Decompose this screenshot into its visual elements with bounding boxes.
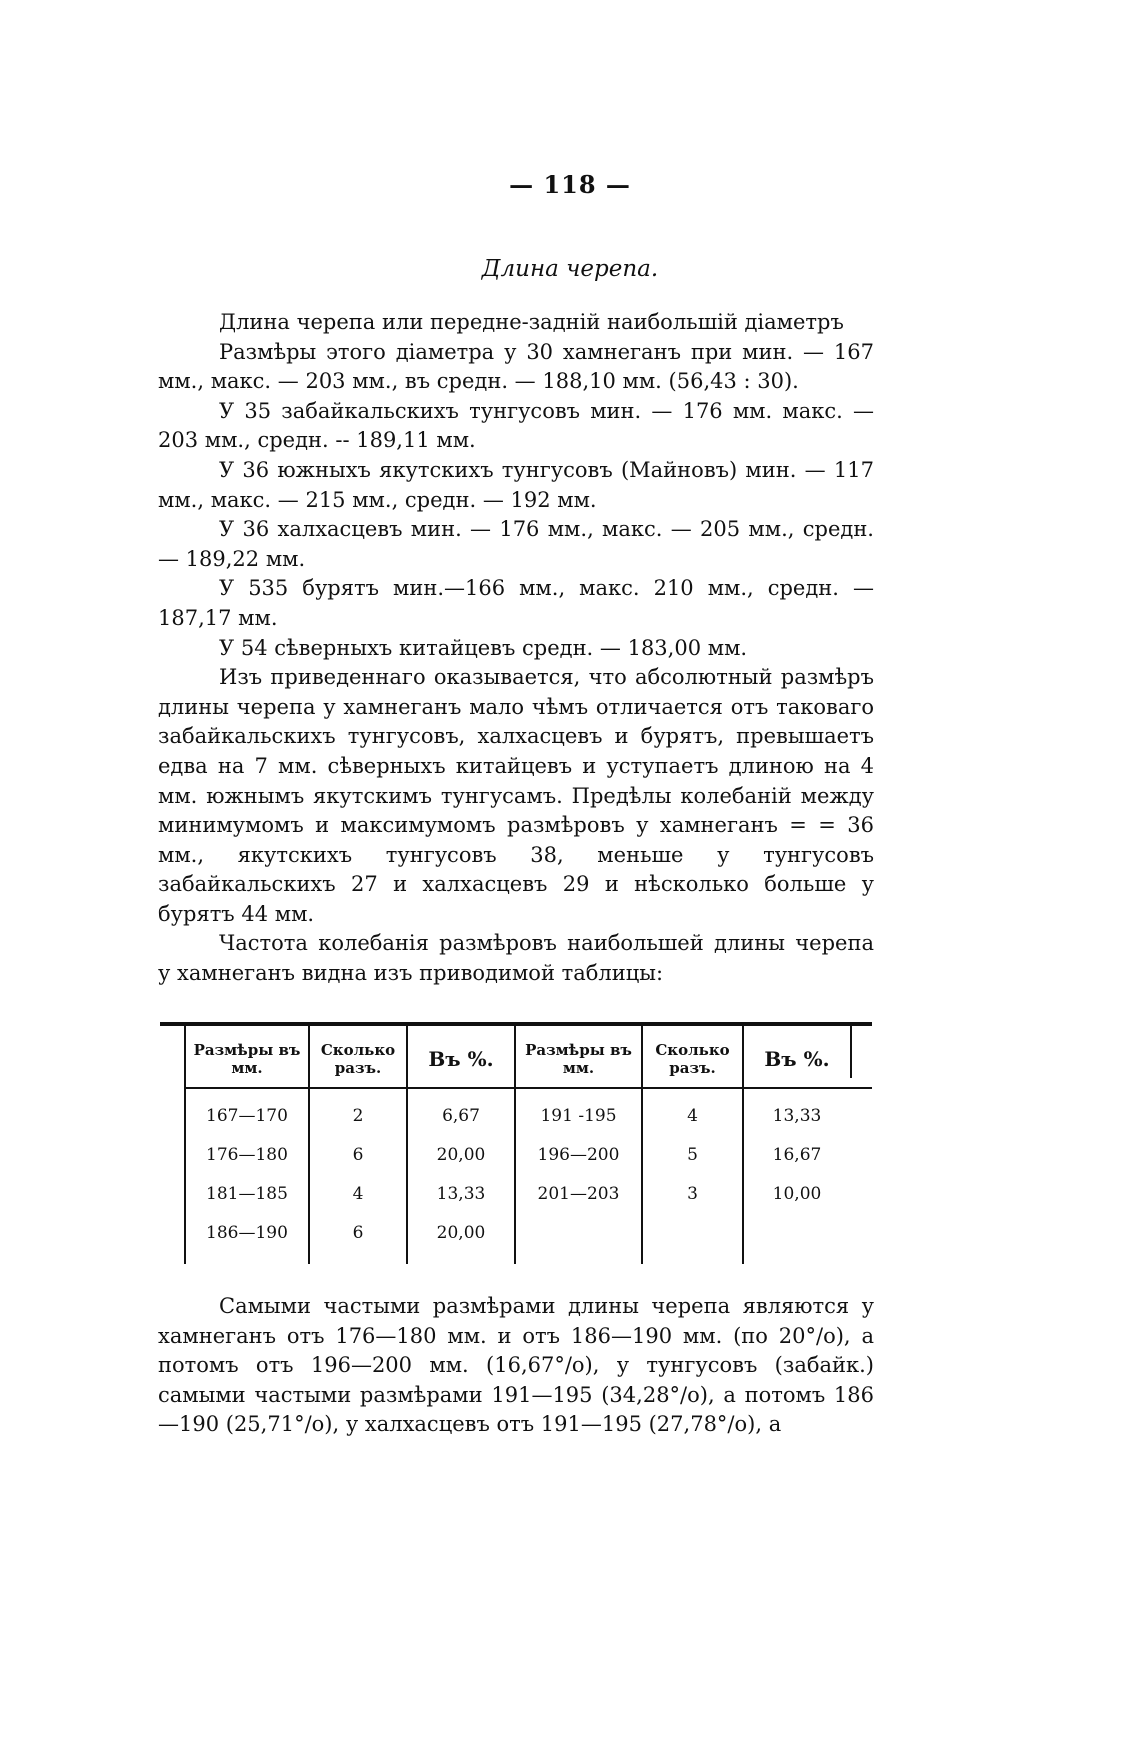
table-cell: 13,33 — [436, 1184, 486, 1204]
table-cell: 10,00 — [772, 1184, 822, 1204]
paragraph: Изъ приведеннаго оказывается, что абсолютный размѣръ длины черепа у хамнеганъ мало чѣмъ отличается отъ таковаго забайкальскихъ тунгусовъ, халхасцевъ и бурятъ, превышаетъ едва на 7 мм. сѣверныхъ китайцевъ и уступаетъ длиною на 4 мм. южнымъ якутскимъ тунгусамъ. Предѣлы колебаній между минимумомъ и максимумомъ размѣровъ у хамнеганъ = = 36 мм., якутскихъ тунгусовъ 38, меньше у тунгусовъ забайкальскихъ 27 и халхасцевъ 29 и нѣсколько больше у бурятъ 44 мм. — [158, 665, 874, 926]
table-cell: 2 — [352, 1106, 364, 1126]
table-cell: 4 — [352, 1184, 364, 1204]
table-cell: 6 — [352, 1145, 364, 1165]
header-range-left: Размѣры въ мм. — [193, 1041, 301, 1077]
page-number: — 118 — — [509, 170, 631, 199]
paragraph: Частота колебанія размѣровъ наибольшей длины черепа у хамнеганъ видна изъ приводимой таблицы: — [158, 931, 874, 986]
table-cell: 186—190 — [206, 1223, 288, 1243]
header-percent-left: Въ %. — [428, 1047, 494, 1071]
header-rule — [184, 1087, 514, 1089]
section-heading: Длина черепа. — [481, 256, 659, 282]
paragraph: Самыми частыми размѣрами длины черепа являются у хамнеганъ отъ 176—180 мм. и отъ 186—190 мм. (по 20°/о), а потомъ отъ 196—200 мм. (16,67°/о), у тунгусовъ (забайк.) самыми частыми размѣрами 191—195 (34,28°/о), а потомъ 186—190 (25,71°/о), у халхасцевъ отъ 191—195 (27,78°/о), а — [158, 1294, 874, 1437]
table-cell: 6,67 — [442, 1106, 480, 1126]
table-cell: 176—180 — [206, 1145, 288, 1165]
table-cell: 201—203 — [537, 1184, 620, 1204]
table-cell: 16,67 — [772, 1145, 822, 1165]
table-cell: 181—185 — [206, 1184, 288, 1204]
header-range-right: Размѣры въ мм. — [525, 1041, 632, 1077]
paragraph: У 36 южныхъ якутскихъ тунгусовъ (Майновъ) мин. — 117 мм., макс. — 215 мм., средн. — 192 мм. — [158, 457, 874, 512]
table-cell: 13,33 — [772, 1106, 822, 1126]
table-divider — [850, 1026, 852, 1078]
body-text — [158, 308, 874, 989]
paragraph: У 535 бурятъ мин.—166 мм., макс. 210 мм., средн. — 187,17 мм. — [158, 576, 874, 630]
table-cell: 6 — [352, 1223, 364, 1243]
table-cell: 20,00 — [436, 1145, 486, 1165]
paragraph: У 36 халхасцевъ мин. — 176 мм., макс. — 205 мм., средн. — 189,22 мм. — [158, 517, 874, 571]
paragraph: Размѣры этого діаметра у 30 хамнеганъ при мин. — 167 мм., макс. — 203 мм., въ средн. — 188,10 мм. (56,43 : 30). — [158, 339, 874, 394]
header-rule — [516, 1087, 872, 1089]
header-count-right: Сколько разъ. — [655, 1041, 730, 1077]
header-count-left: Сколько разъ. — [320, 1041, 396, 1077]
paragraph: Длина черепа или передне-задній наибольшій діаметръ — [219, 310, 844, 334]
closing-text — [158, 1292, 874, 1440]
frequency-table — [160, 1022, 872, 1264]
paragraph: У 54 сѣверныхъ китайцевъ средн. — 183,00 мм. — [219, 635, 748, 660]
table-cell: 191 -195 — [540, 1106, 617, 1126]
table-cell: 196—200 — [537, 1145, 620, 1165]
table-cell: 4 — [687, 1106, 698, 1126]
table-cell: 3 — [687, 1184, 698, 1204]
table-top-rule — [160, 1022, 872, 1026]
header-percent-right: Въ %. — [764, 1047, 830, 1071]
table-cell: 20,00 — [436, 1223, 486, 1243]
table-cell: 5 — [687, 1145, 698, 1165]
paragraph: У 35 забайкальскихъ тунгусовъ мин. — 176 мм. макс. — 203 мм., средн. -- 189,11 мм. — [158, 398, 874, 453]
table-cell: 167—170 — [206, 1106, 288, 1126]
